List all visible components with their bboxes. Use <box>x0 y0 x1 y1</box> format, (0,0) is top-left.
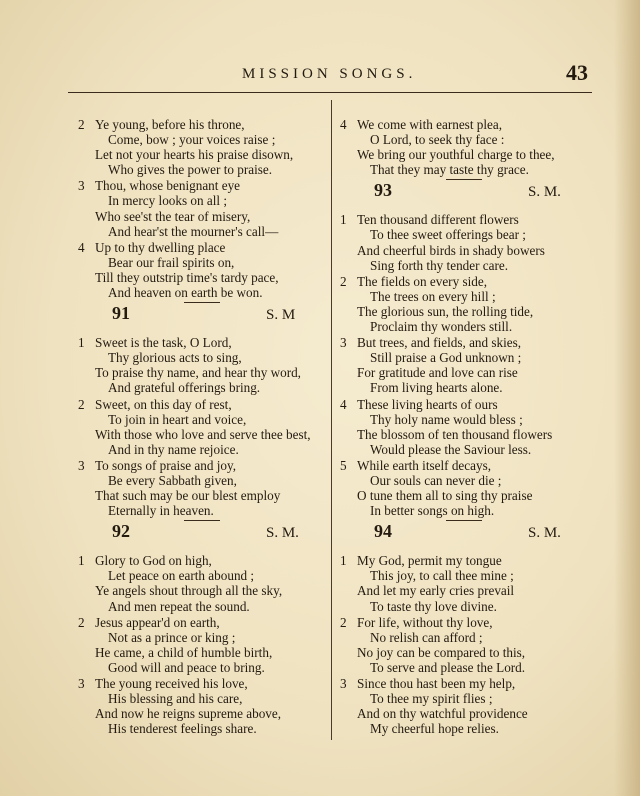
verse-line: That such may be our blest employ <box>95 488 281 504</box>
hymn-separator-rule <box>184 302 220 303</box>
right-column <box>340 117 592 737</box>
stanza-number: 3 <box>78 178 85 194</box>
stanza <box>340 615 592 675</box>
hymn-separator-rule <box>184 520 220 521</box>
verse-line: My cheerful hope relies. <box>370 721 499 737</box>
verse-line: Thou, whose benignant eye <box>95 178 241 194</box>
stanza-number: 1 <box>78 553 85 569</box>
stanza <box>340 676 592 736</box>
verse-line: No relish can afford ; <box>370 629 483 645</box>
verse-line: And men repeat the sound. <box>108 598 250 614</box>
verse-line: The fields on every side, <box>357 273 488 289</box>
verse-line: With those who love and serve thee best, <box>95 426 311 442</box>
verse-line: No joy can be compared to this, <box>357 644 526 660</box>
stanza <box>78 553 330 613</box>
verse-line: But trees, and fields, and skies, <box>357 335 522 351</box>
stanza <box>340 274 592 334</box>
verse-line: We come with earnest plea, <box>357 117 503 132</box>
verse-line: And heaven on earth be won. <box>108 285 263 301</box>
verse-line: Who see'st the tear of misery, <box>95 208 251 224</box>
verse-line: Good will and peace to bring. <box>108 659 265 675</box>
verse-line: To praise thy name, and hear thy word, <box>95 365 301 381</box>
running-header: MISSION SONGS. <box>242 66 417 82</box>
verse-line: Thy holy name would bless ; <box>370 411 523 427</box>
verse-line: And hear'st the mourner's call— <box>108 223 279 239</box>
verse-line: For life, without thy love, <box>357 614 493 630</box>
verse-line: Ye angels shout through all the sky, <box>95 583 283 599</box>
stanza-number: 4 <box>340 117 347 132</box>
hymn-separator-rule <box>446 179 482 180</box>
verse-line: In better songs on high. <box>370 503 495 519</box>
verse-line: From living hearts alone. <box>370 380 503 396</box>
stanza-number: 1 <box>78 335 85 351</box>
verse-line: Bear our frail spirits on, <box>108 254 235 270</box>
stanza-number: 2 <box>78 117 85 132</box>
verse-line: This joy, to call thee mine ; <box>370 568 514 584</box>
verse-line: Let not your hearts his praise disown, <box>95 147 294 163</box>
stanza <box>78 178 330 238</box>
verse-line: The glorious sun, the rolling tide, <box>357 303 534 319</box>
verse-line: Up to thy dwelling place <box>95 239 226 255</box>
stanza-number: 3 <box>78 676 85 691</box>
verse-line: Would please the Saviour less. <box>370 441 532 457</box>
stanza-number: 4 <box>340 396 347 412</box>
hymn-meter: S. M. <box>528 184 561 201</box>
verse-line: Sweet, on this day of rest, <box>95 396 232 412</box>
verse-line: To songs of praise and joy, <box>95 457 237 473</box>
verse-line: And let my early cries prevail <box>357 583 515 599</box>
stanza <box>78 615 330 675</box>
verse-line: Glory to God on high, <box>95 553 212 569</box>
verse-line: Let peace on earth abound ; <box>108 568 255 584</box>
hymn-meter: S. M. <box>528 525 561 542</box>
stanza <box>78 335 330 395</box>
verse-line: And in thy name rejoice. <box>108 441 239 457</box>
verse-line: To join in heart and voice, <box>108 411 247 427</box>
stanza <box>340 212 592 272</box>
verse-line: His blessing and his care, <box>108 691 243 707</box>
verse-line: For gratitude and love can rise <box>357 365 518 381</box>
stanza <box>340 335 592 395</box>
verse-line: Come, bow ; your voices raise ; <box>108 132 276 148</box>
verse-line: Sweet is the task, O Lord, <box>95 335 232 351</box>
stanza-number: 2 <box>340 273 347 289</box>
verse-line: While earth itself decays, <box>357 457 492 473</box>
hymn-number: 93 <box>374 180 392 201</box>
left-column <box>78 117 330 737</box>
verse-line: Ten thousand different flowers <box>357 212 519 228</box>
hymn-separator-rule <box>446 520 482 521</box>
stanza <box>340 458 592 518</box>
stanza <box>78 117 330 177</box>
stanza <box>78 397 330 457</box>
verse-line: Still praise a God unknown ; <box>370 350 522 366</box>
verse-line: Till they outstrip time's tardy pace, <box>95 269 279 285</box>
verse-line: Eternally in heaven. <box>108 503 214 519</box>
stanza-number: 2 <box>340 614 347 630</box>
verse-line: The blossom of ten thousand flowers <box>357 426 553 442</box>
verse-line: In mercy looks on all ; <box>108 193 228 209</box>
verse-line: To thee sweet offerings bear ; <box>370 227 526 243</box>
hymn-heading <box>340 179 592 209</box>
hymn-number: 94 <box>374 521 392 542</box>
hymn-meter: S. M. <box>266 525 299 542</box>
verse-line: Ye young, before his throne, <box>95 117 245 132</box>
hymn-heading <box>340 520 592 550</box>
verse-line: He came, a child of humble birth, <box>95 644 273 660</box>
verse-line: Jesus appear'd on earth, <box>95 614 220 630</box>
verse-line: That they may taste thy grace. <box>370 162 529 178</box>
stanza-number: 1 <box>340 212 347 228</box>
verse-line: The trees on every hill ; <box>370 288 496 304</box>
stanza <box>78 240 330 300</box>
verse-line: Proclaim thy wonders still. <box>370 319 513 335</box>
page-edge-shadow <box>614 0 640 796</box>
page-number: 43 <box>566 60 588 85</box>
stanza-number: 1 <box>340 553 347 569</box>
verse-line: Our souls can never die ; <box>370 472 502 488</box>
verse-line: O Lord, to seek thy face : <box>370 132 505 148</box>
verse-line: The young received his love, <box>95 676 248 691</box>
hymn-heading <box>78 302 330 332</box>
verse-line: To taste thy love divine. <box>370 598 497 614</box>
verse-line: We bring our youthful charge to thee, <box>357 147 555 163</box>
verse-line: And cheerful birds in shady bowers <box>357 242 545 258</box>
verse-line: His tenderest feelings share. <box>108 721 257 737</box>
verse-line: Since thou hast been my help, <box>357 676 516 691</box>
stanza <box>340 553 592 613</box>
verse-line: Not as a prince or king ; <box>108 629 236 645</box>
stanza-number: 2 <box>78 614 85 630</box>
stanza <box>340 117 592 177</box>
verse-line: O tune them all to sing thy praise <box>357 488 533 504</box>
verse-line: Be every Sabbath given, <box>108 472 237 488</box>
verse-line: My God, permit my tongue <box>357 553 502 569</box>
stanza <box>78 676 330 736</box>
stanza-number: 3 <box>78 457 85 473</box>
verse-line: To serve and please the Lord. <box>370 659 526 675</box>
verse-line: Sing forth thy tender care. <box>370 257 509 273</box>
stanza-number: 4 <box>78 239 85 255</box>
stanza-number: 3 <box>340 335 347 351</box>
verse-line: These living hearts of ours <box>357 396 498 412</box>
stanza-number: 3 <box>340 676 347 691</box>
verse-line: Thy glorious acts to sing, <box>108 350 242 366</box>
verse-line: And grateful offerings bring. <box>108 380 261 396</box>
stanza-number: 2 <box>78 396 85 412</box>
stanza-number: 5 <box>340 457 347 473</box>
header-rule <box>68 92 592 93</box>
verse-line: And now he reigns supreme above, <box>95 706 282 722</box>
verse-line: Who gives the power to praise. <box>108 162 273 178</box>
hymn-number: 92 <box>112 521 130 542</box>
hymn-meter: S. M <box>266 307 296 324</box>
hymn-heading <box>78 520 330 550</box>
verse-line: And on thy watchful providence <box>357 706 528 722</box>
column-divider <box>331 100 332 740</box>
stanza <box>78 458 330 518</box>
hymn-number: 91 <box>112 303 130 324</box>
stanza <box>340 397 592 457</box>
verse-line: To thee my spirit flies ; <box>370 691 493 707</box>
